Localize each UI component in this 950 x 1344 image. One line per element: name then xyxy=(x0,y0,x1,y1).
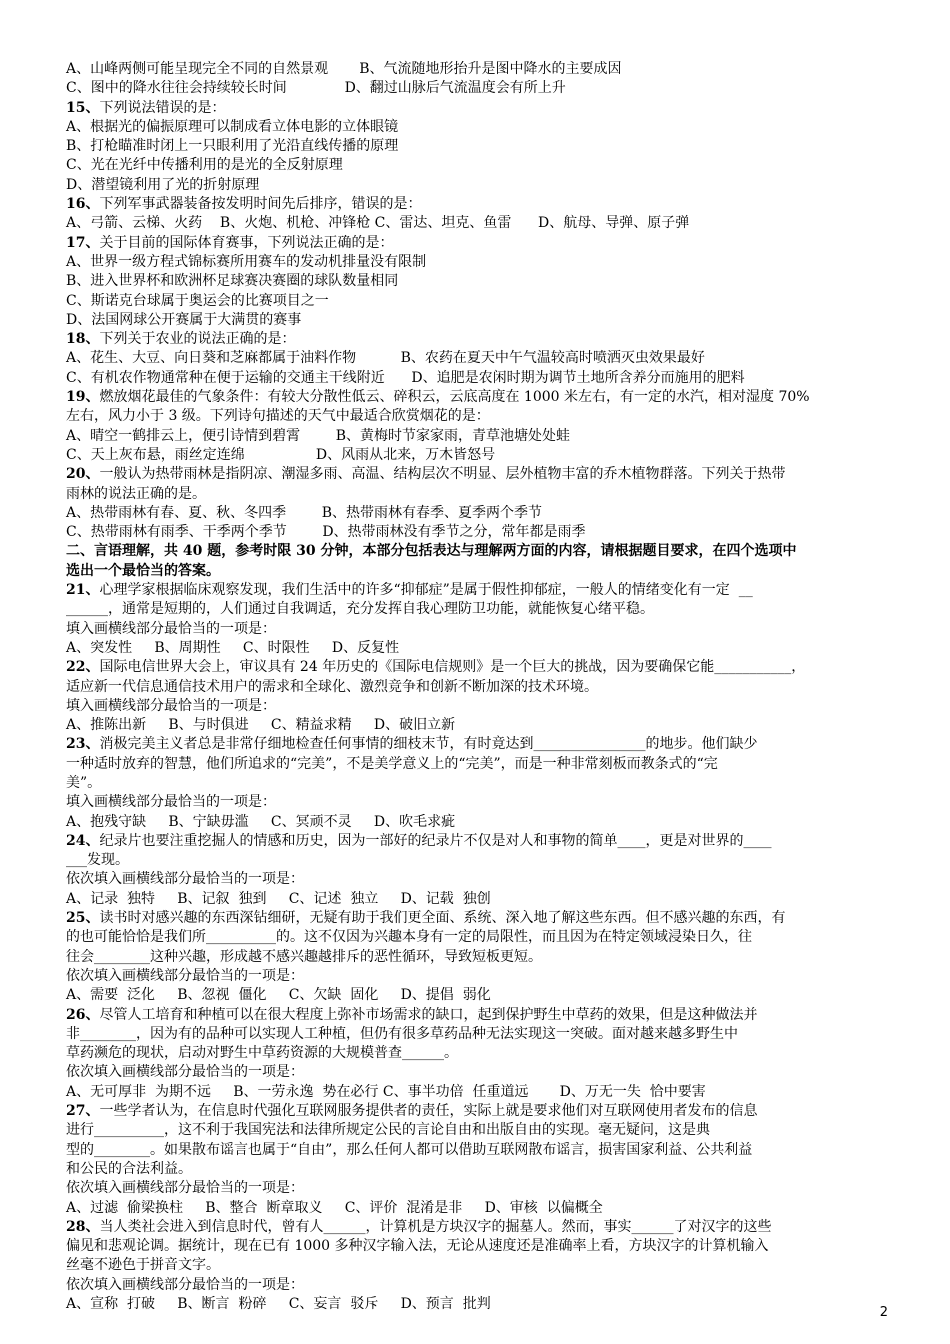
text-line: 23、消极完美主义者总是非常仔细地检查任何事情的细枝末节，有时竟达到________________的地步。他们缺少 xyxy=(66,736,758,753)
document-body xyxy=(66,60,890,1314)
text-line: 20、一般认为热带雨林是指阴凉、潮湿多雨、高温、结构层次不明显、层外植物丰富的乔木植物群落。下列关于热带 xyxy=(66,466,786,483)
text-line: 偏见和悲观论调。据统计，现在已有 1000 多种汉字输入法，无论从速度还是准确率上看，方块汉字的计算机输入 xyxy=(66,1238,769,1255)
text-line: 25、读书时对感兴趣的东西深钻细研，无疑有助于我们更全面、系统、深入地了解这些东西。但不感兴趣的东西，有 xyxy=(66,910,786,927)
text-line: A、宣称 打破 B、断言 粉碎 C、妄言 驳斥 D、预言 批判 xyxy=(66,1296,491,1312)
text-line: 型的________。如果散布谣言也属于“自由”，那么任何人都可以借助互联网散布谣言，损害国家利益、公共利益 xyxy=(66,1141,753,1158)
text-line: 22、国际电信世界大会上，审议具有 24 年历史的《国际电信规则》是一个巨大的挑战，因为要确保它能___________， xyxy=(66,659,806,676)
text-line: B、打枪瞄准时闭上一只眼利用了光沿直线传播的原理 xyxy=(66,138,399,155)
text-line: A、花生、大豆、向日葵和芝麻都属于油料作物 B、农药在夏天中午气温较高时喷洒灭虫效果最好 xyxy=(66,350,705,367)
question-number: 18、 xyxy=(66,331,100,348)
text-line: 适应新一代信息通信技术用户的需求和全球化、激烈竞争和创新不断加深的技术环境。 xyxy=(66,678,598,695)
text-line: A、无可厚非 为期不远 B、一劳永逸 势在必行 C、事半功倍 任重道远 D、万无一失 恰中要害 xyxy=(66,1083,706,1100)
text-line: 16、下列军事武器装备按发明时间先后排序，错误的是： xyxy=(66,196,422,213)
text-line: C、斯诺克台球属于奥运会的比赛项目之一 xyxy=(66,292,329,309)
text-line: 美”。 xyxy=(66,774,102,791)
text-line: A、突发性 B、周期性 C、时限性 D、反复性 xyxy=(66,639,400,656)
text-line: 依次填入画横线部分最恰当的一项是： xyxy=(66,1064,304,1081)
text-line: A、弓箭、云梯、火药 B、火炮、机枪、冲锋枪 C、雷达、坦克、鱼雷 D、航母、导弹、原子弹 xyxy=(66,215,690,232)
text-line: 填入画横线部分最恰当的一项是： xyxy=(66,697,276,714)
text-line: 和公民的合法利益。 xyxy=(66,1160,192,1177)
text-line: ______，通常是短期的，人们通过自我调适，充分发挥自我心理防卫功能，就能恢复心绪平稳。 xyxy=(66,601,654,618)
question-number: 19、 xyxy=(66,389,100,406)
text-line: A、抱残守缺 B、宁缺毋滥 C、冥顽不灵 D、吹毛求疵 xyxy=(66,813,456,830)
text-line: A、晴空一鹤排云上，便引诗情到碧霄 B、黄梅时节家家雨，青草池塘处处蛙 xyxy=(66,427,570,444)
question-number: 20、 xyxy=(66,466,100,483)
question-number: 28、 xyxy=(66,1218,100,1235)
question-number: 21、 xyxy=(66,582,100,599)
text-line: 左右，风力小于 3 级。下列诗句描述的天气中最适合欣赏烟花的是： xyxy=(66,408,490,425)
text-line: A、世界一级方程式锦标赛所用赛车的发动机排量没有限制 xyxy=(66,253,427,270)
text-line: 17、关于目前的国际体育赛事，下列说法正确的是： xyxy=(66,234,394,251)
text-line: 24、纪录片也要注重挖掘人的情感和历史，因为一部好的纪录片不仅是对人和事物的简单____，更是对世界的____ xyxy=(66,832,772,849)
text-line: C、天上灰布悬，雨丝定连绵 D、风雨从北来，万木皆怒号 xyxy=(66,446,496,463)
text-line: D、潜望镜利用了光的折射原理 xyxy=(66,176,260,193)
text-line: 丝毫不逊色于拼音文字。 xyxy=(66,1257,220,1274)
text-line: A、过滤 偷梁换柱 B、整合 断章取义 C、评价 混淆是非 D、审核 以偏概全 xyxy=(66,1199,603,1216)
text-line: B、进入世界杯和欧洲杯足球赛决赛圈的球队数量相同 xyxy=(66,273,399,290)
text-line: 填入画横线部分最恰当的一项是： xyxy=(66,794,276,811)
question-number: 27、 xyxy=(66,1103,100,1120)
text-line: 进行__________，这不利于我国宪法和法律所规定公民的言论自由和出版自由的实现。毫无疑问，这是典 xyxy=(66,1122,710,1139)
text-line: 的也可能恰恰是我们所__________的。这不仅因为兴趣本身有一定的局限性，而且因为在特定领域浸染日久，往 xyxy=(66,929,752,946)
text-line: A、推陈出新 B、与时俱进 C、精益求精 D、破旧立新 xyxy=(66,717,456,734)
text-line: A、需要 泛化 B、忽视 僵化 C、欠缺 固化 D、提倡 弱化 xyxy=(66,987,491,1004)
text-line: A、山峰两侧可能呈现完全不同的自然景观 B、气流随地形抬升是图中降水的主要成因 xyxy=(66,61,622,77)
question-number: 25、 xyxy=(66,910,100,927)
text-line: 非________，因为有的品种可以实现人工种植，但仍有很多草药品种无法实现这一突破。面对越来越多野生中 xyxy=(66,1025,738,1042)
question-number: 23、 xyxy=(66,736,100,753)
text-line: 27、一些学者认为，在信息时代强化互联网服务提供者的责任，实际上就是要求他们对互联网使用者发布的信息 xyxy=(66,1103,758,1120)
question-number: 16、 xyxy=(66,196,100,213)
text-line: 28、当人类社会进入到信息时代，曾有人______，计算机是方块汉字的掘墓人。然而，事实______了对汉字的这些 xyxy=(66,1218,772,1235)
text-line: 18、下列关于农业的说法正确的是： xyxy=(66,331,296,348)
text-line: 26、尽管人工培育和种植可以在很大程度上弥补市场需求的缺口，起到保护野生中草药的效果，但是这种做法并 xyxy=(66,1006,758,1023)
text-line: C、光在光纤中传播利用的是光的全反射原理 xyxy=(66,157,343,174)
section-heading: 二、言语理解，共 40 题，参考时限 30 分钟，本部分包括表达与理解两方面的内容，请根据题目要求，在四个选项中 xyxy=(66,543,797,560)
text-line: 一种适时放弃的智慧，他们所追求的“完美”，不是美学意义上的“完美”，而是一种非常刻板而教条式的“完 xyxy=(66,755,718,772)
text-line: 填入画横线部分最恰当的一项是： xyxy=(66,620,276,637)
question-number: 22、 xyxy=(66,659,100,676)
text-line: C、图中的降水往往会持续较长时间 D、翻过山脉后气流温度会有所上升 xyxy=(66,80,566,97)
question-number: 26、 xyxy=(66,1006,100,1023)
text-line: 依次填入画横线部分最恰当的一项是： xyxy=(66,1180,304,1197)
text-line: ___发现。 xyxy=(66,852,129,869)
text-line: 草药濒危的现状，启动对野生中草药资源的大规模普查______。 xyxy=(66,1045,458,1062)
page-number: 2 xyxy=(879,1305,888,1320)
text-line: 19、燃放烟花最佳的气象条件：有较大分散性低云、碎积云，云底高度在 1000 米左右，有一定的水汽，相对湿度 70% xyxy=(66,389,810,406)
question-number: 15、 xyxy=(66,99,100,116)
text-line: 21、心理学家根据临床观察发现，我们生活中的许多“抑郁症”是属于假性抑郁症，一般人的情绪变化有一定 __ xyxy=(66,582,753,599)
text-line: 雨林的说法正确的是。 xyxy=(66,485,206,502)
text-line: D、法国网球公开赛属于大满贯的赛事 xyxy=(66,311,302,328)
text-line: A、根据光的偏振原理可以制成看立体电影的立体眼镜 xyxy=(66,118,399,135)
section-heading: 选出一个最恰当的答案。 xyxy=(66,562,220,579)
text-line: 15、下列说法错误的是： xyxy=(66,99,226,116)
text-line: C、热带雨林有雨季、干季两个季节 D、热带雨林没有季节之分，常年都是雨季 xyxy=(66,524,586,541)
text-line: 依次填入画横线部分最恰当的一项是： xyxy=(66,871,304,888)
text-line: A、记录 独特 B、记叙 独到 C、记述 独立 D、记载 独创 xyxy=(66,890,491,907)
question-number: 17、 xyxy=(66,234,100,251)
text-line: A、热带雨林有春、夏、秋、冬四季 B、热带雨林有春季、夏季两个季节 xyxy=(66,504,542,521)
text-line: 依次填入画横线部分最恰当的一项是： xyxy=(66,967,304,984)
text-line: C、有机农作物通常种在便于运输的交通主干线附近 D、追肥是农闲时期为调节土地所含养分而施用的肥料 xyxy=(66,369,745,386)
text-line: 往会________这种兴趣，形成越不感兴趣越排斥的恶性循环，导致短板更短。 xyxy=(66,948,542,965)
question-number: 24、 xyxy=(66,832,100,849)
text-line: 依次填入画横线部分最恰当的一项是： xyxy=(66,1276,304,1293)
